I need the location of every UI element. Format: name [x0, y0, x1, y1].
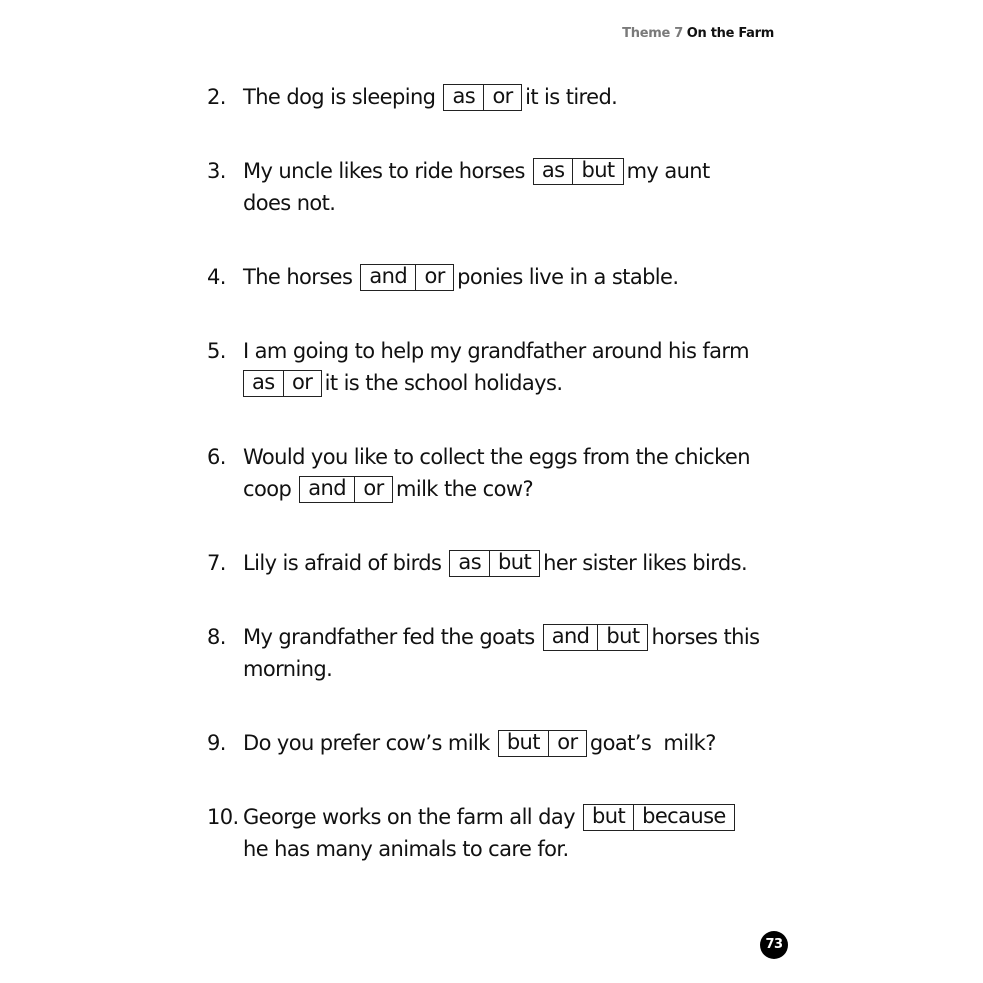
question-6 [207, 441, 750, 505]
question-text-after: her sister likes birds. [543, 551, 748, 575]
question-number: 4. [207, 265, 226, 289]
choice-box [360, 264, 454, 291]
question-text: The dog is sleeping [243, 85, 436, 109]
question-text: Do you prefer cow’s milk [243, 731, 490, 755]
option-1[interactable]: as [541, 158, 565, 182]
choice-box [543, 624, 649, 651]
question-text-line2: coop [243, 477, 292, 501]
question-text-after: milk the cow? [395, 477, 534, 501]
question-text: George works on the farm all day [243, 805, 575, 829]
question-5 [207, 335, 749, 399]
choice-box [299, 476, 393, 503]
question-text: My uncle likes to ride horses [243, 159, 525, 183]
question-text: I am going to help my grandfather around his farm [243, 339, 749, 363]
option-1[interactable]: as [252, 370, 275, 394]
question-8 [207, 621, 759, 685]
page-header [622, 26, 774, 41]
question-text-after: my aunt [626, 159, 710, 183]
question-text-line2: he has many animals to care for. [243, 837, 569, 861]
question-number: 8. [207, 625, 226, 649]
option-2[interactable]: but [597, 625, 647, 650]
question-3 [207, 155, 710, 219]
question-number: 10. [207, 805, 239, 829]
question-2 [207, 81, 617, 113]
option-2[interactable]: or [548, 731, 586, 756]
option-2[interactable]: but [489, 551, 539, 576]
question-number: 3. [207, 159, 226, 183]
question-text-line2: morning. [243, 657, 333, 681]
option-1[interactable]: but [592, 804, 626, 828]
choice-box [533, 158, 624, 185]
option-2[interactable]: or [415, 265, 453, 290]
choice-box [583, 804, 735, 831]
question-4 [207, 261, 678, 293]
question-text: Would you like to collect the eggs from the chicken [243, 445, 750, 469]
option-2[interactable]: or [483, 85, 521, 110]
option-1[interactable]: and [308, 476, 346, 500]
question-number: 9. [207, 731, 226, 755]
theme-label: Theme 7 [622, 26, 683, 41]
option-1[interactable]: and [551, 624, 590, 648]
question-text-after: it is the school holidays. [324, 371, 563, 395]
question-text: The horses [243, 265, 353, 289]
question-text-after: goat’s milk? [589, 731, 716, 755]
theme-title: On the Farm [686, 26, 774, 41]
question-text-line2: does not. [243, 191, 336, 215]
option-2[interactable]: or [283, 371, 321, 396]
question-text-after: horses this [651, 625, 760, 649]
question-text-after: ponies live in a stable. [457, 265, 679, 289]
question-text-after: it is tired. [525, 85, 618, 109]
question-number: 2. [207, 85, 226, 109]
choice-box [498, 730, 587, 757]
question-10 [207, 801, 738, 865]
option-1[interactable]: as [452, 84, 476, 108]
question-text: My grandfather fed the goats [243, 625, 535, 649]
choice-box [443, 84, 522, 111]
choice-box [449, 550, 540, 577]
question-number: 7. [207, 551, 226, 575]
option-2[interactable]: but [572, 159, 622, 184]
option-2[interactable]: because [633, 805, 734, 830]
question-text: Lily is afraid of birds [243, 551, 442, 575]
option-1[interactable]: and [369, 264, 408, 288]
question-9 [207, 727, 716, 759]
choice-box [243, 370, 322, 397]
option-1[interactable]: but [506, 730, 540, 754]
option-2[interactable]: or [354, 477, 392, 502]
page-number-badge: 73 [760, 931, 788, 959]
question-7 [207, 547, 747, 579]
question-number: 6. [207, 445, 226, 469]
question-number: 5. [207, 339, 226, 363]
option-1[interactable]: as [458, 550, 482, 574]
